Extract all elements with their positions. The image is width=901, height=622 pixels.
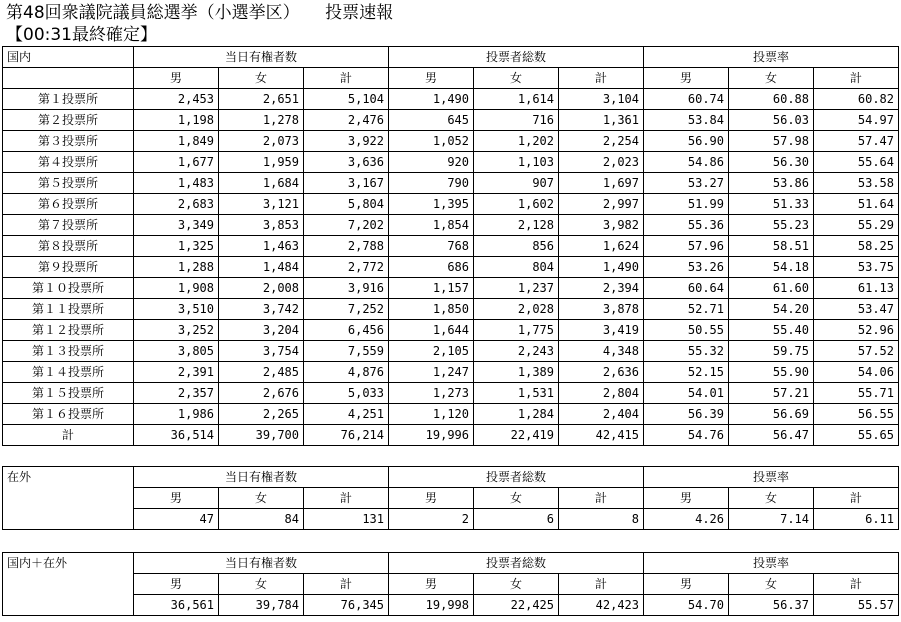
header-total: 計 [304, 68, 389, 89]
cell-value: 36,561 [134, 595, 219, 616]
cell-value: 22,425 [474, 595, 559, 616]
header-blank [3, 68, 134, 89]
cell-value: 55.65 [814, 425, 899, 446]
cell-value: 3,349 [134, 215, 219, 236]
cell-value: 55.64 [814, 152, 899, 173]
cell-value: 56.55 [814, 404, 899, 425]
cell-value: 1,602 [474, 194, 559, 215]
cell-value: 1,278 [219, 110, 304, 131]
header-female: 女 [474, 68, 559, 89]
cell-value: 7,559 [304, 341, 389, 362]
cell-value: 3,104 [559, 89, 644, 110]
cell-value: 59.75 [729, 341, 814, 362]
table-row [3, 341, 899, 362]
cell-value: 60.88 [729, 89, 814, 110]
header-total: 計 [559, 488, 644, 509]
cell-value: 3,636 [304, 152, 389, 173]
cell-value: 2,804 [559, 383, 644, 404]
cell-value: 1,484 [219, 257, 304, 278]
header-female: 女 [474, 574, 559, 595]
cell-value: 1,120 [389, 404, 474, 425]
cell-value: 57.47 [814, 131, 899, 152]
cell-value: 19,996 [389, 425, 474, 446]
cell-value: 55.29 [814, 215, 899, 236]
cell-value: 645 [389, 110, 474, 131]
cell-value: 1,849 [134, 131, 219, 152]
cell-value: 55.36 [644, 215, 729, 236]
cell-value: 920 [389, 152, 474, 173]
cell-value: 50.55 [644, 320, 729, 341]
cell-value: 36,514 [134, 425, 219, 446]
cell-value: 768 [389, 236, 474, 257]
header-total: 計 [814, 574, 899, 595]
cell-value: 2,008 [219, 278, 304, 299]
cell-value: 1,284 [474, 404, 559, 425]
cell-value: 3,805 [134, 341, 219, 362]
cell-value: 55.57 [814, 595, 899, 616]
cell-value: 2 [389, 509, 474, 530]
cell-value: 84 [219, 509, 304, 530]
table-row [3, 278, 899, 299]
cell-value: 61.13 [814, 278, 899, 299]
cell-value: 51.99 [644, 194, 729, 215]
cell-value: 1,697 [559, 173, 644, 194]
table-row [3, 215, 899, 236]
header-male: 男 [134, 488, 219, 509]
cell-value: 1,157 [389, 278, 474, 299]
header-male: 男 [389, 488, 474, 509]
cell-value: 2,128 [474, 215, 559, 236]
cell-value: 1,644 [389, 320, 474, 341]
cell-value: 53.75 [814, 257, 899, 278]
page-title: 第48回衆議院議員総選挙（小選挙区） 投票速報 [6, 3, 394, 23]
cell-value: 57.98 [729, 131, 814, 152]
cell-value: 2,476 [304, 110, 389, 131]
cell-value: 56.03 [729, 110, 814, 131]
cell-value: 1,395 [389, 194, 474, 215]
table-row [3, 299, 899, 320]
cell-value: 76,345 [304, 595, 389, 616]
cell-value: 60.64 [644, 278, 729, 299]
cell-value: 3,121 [219, 194, 304, 215]
cell-value: 1,361 [559, 110, 644, 131]
cell-value: 1,288 [134, 257, 219, 278]
polling-station-name: 第７投票所 [3, 215, 134, 236]
polling-station-name: 第１投票所 [3, 89, 134, 110]
table-row [3, 320, 899, 341]
cell-value: 56.47 [729, 425, 814, 446]
polling-station-name: 第４投票所 [3, 152, 134, 173]
cell-value: 53.26 [644, 257, 729, 278]
cell-value: 4,348 [559, 341, 644, 362]
cell-value: 57.52 [814, 341, 899, 362]
polling-station-name: 第１２投票所 [3, 320, 134, 341]
cell-value: 52.71 [644, 299, 729, 320]
cell-value: 19,998 [389, 595, 474, 616]
polling-station-name: 第５投票所 [3, 173, 134, 194]
cell-value: 56.90 [644, 131, 729, 152]
cell-value: 54.70 [644, 595, 729, 616]
header-total: 計 [304, 488, 389, 509]
cell-value: 54.06 [814, 362, 899, 383]
header-row-groups [3, 47, 899, 68]
cell-value: 1,103 [474, 152, 559, 173]
cell-value: 907 [474, 173, 559, 194]
cell-value: 47 [134, 509, 219, 530]
combined-table [2, 552, 899, 616]
domestic-table [2, 46, 899, 446]
cell-value: 2,254 [559, 131, 644, 152]
cell-value: 56.39 [644, 404, 729, 425]
header-turnout-rate: 投票率 [644, 553, 899, 574]
cell-value: 6,456 [304, 320, 389, 341]
cell-value: 3,878 [559, 299, 644, 320]
cell-value: 54.76 [644, 425, 729, 446]
header-male: 男 [644, 574, 729, 595]
cell-value: 1,614 [474, 89, 559, 110]
cell-value: 3,419 [559, 320, 644, 341]
table-row [3, 173, 899, 194]
cell-value: 3,853 [219, 215, 304, 236]
header-total-voters: 投票者総数 [389, 467, 644, 488]
cell-value: 52.96 [814, 320, 899, 341]
cell-value: 57.21 [729, 383, 814, 404]
cell-value: 3,252 [134, 320, 219, 341]
cell-value: 1,854 [389, 215, 474, 236]
cell-value: 2,265 [219, 404, 304, 425]
cell-value: 5,104 [304, 89, 389, 110]
cell-value: 2,028 [474, 299, 559, 320]
cell-value: 2,788 [304, 236, 389, 257]
cell-value: 1,490 [389, 89, 474, 110]
cell-value: 1,908 [134, 278, 219, 299]
header-total: 計 [559, 574, 644, 595]
cell-value: 856 [474, 236, 559, 257]
cell-value: 54.20 [729, 299, 814, 320]
table-row [3, 110, 899, 131]
cell-value: 1,531 [474, 383, 559, 404]
cell-value: 42,423 [559, 595, 644, 616]
cell-value: 2,404 [559, 404, 644, 425]
cell-value: 1,775 [474, 320, 559, 341]
header-male: 男 [134, 68, 219, 89]
header-eligible-voters: 当日有権者数 [134, 553, 389, 574]
cell-value: 2,073 [219, 131, 304, 152]
cell-value: 42,415 [559, 425, 644, 446]
cell-value: 4,251 [304, 404, 389, 425]
polling-station-name: 第１５投票所 [3, 383, 134, 404]
polling-station-name: 第１１投票所 [3, 299, 134, 320]
cell-value: 1,684 [219, 173, 304, 194]
cell-value: 76,214 [304, 425, 389, 446]
cell-value: 22,419 [474, 425, 559, 446]
cell-value: 53.47 [814, 299, 899, 320]
cell-value: 53.84 [644, 110, 729, 131]
cell-value: 58.25 [814, 236, 899, 257]
polling-station-name: 第３投票所 [3, 131, 134, 152]
cell-value: 686 [389, 257, 474, 278]
header-female: 女 [729, 574, 814, 595]
cell-value: 2,997 [559, 194, 644, 215]
table-row [3, 362, 899, 383]
total-row [3, 425, 899, 446]
cell-value: 4.26 [644, 509, 729, 530]
cell-value: 1,237 [474, 278, 559, 299]
overseas-table [2, 466, 899, 530]
header-total: 計 [814, 68, 899, 89]
cell-value: 2,453 [134, 89, 219, 110]
cell-value: 131 [304, 509, 389, 530]
cell-value: 2,683 [134, 194, 219, 215]
cell-value: 53.27 [644, 173, 729, 194]
cell-value: 7,202 [304, 215, 389, 236]
cell-value: 2,357 [134, 383, 219, 404]
table-row [3, 404, 899, 425]
header-total: 計 [814, 488, 899, 509]
table-row [3, 595, 899, 616]
cell-value: 3,510 [134, 299, 219, 320]
cell-value: 60.74 [644, 89, 729, 110]
header-female: 女 [219, 574, 304, 595]
cell-value: 2,391 [134, 362, 219, 383]
cell-value: 3,204 [219, 320, 304, 341]
header-row-genders [3, 574, 899, 595]
cell-value: 5,804 [304, 194, 389, 215]
header-turnout-rate: 投票率 [644, 47, 899, 68]
header-total: 計 [304, 574, 389, 595]
header-male: 男 [389, 68, 474, 89]
header-total: 計 [559, 68, 644, 89]
header-eligible-voters: 当日有権者数 [134, 47, 389, 68]
polling-station-name: 第９投票所 [3, 257, 134, 278]
table-row [3, 257, 899, 278]
cell-value: 51.64 [814, 194, 899, 215]
status-subtitle: 【00:31最終確定】 [6, 25, 157, 45]
header-male: 男 [389, 574, 474, 595]
cell-value: 61.60 [729, 278, 814, 299]
cell-value: 1,389 [474, 362, 559, 383]
polling-station-name: 第１３投票所 [3, 341, 134, 362]
cell-value: 6 [474, 509, 559, 530]
cell-value: 55.40 [729, 320, 814, 341]
header-male: 男 [644, 488, 729, 509]
cell-value: 2,676 [219, 383, 304, 404]
polling-station-name: 第８投票所 [3, 236, 134, 257]
cell-value: 7.14 [729, 509, 814, 530]
cell-value: 8 [559, 509, 644, 530]
cell-value: 53.58 [814, 173, 899, 194]
cell-value: 4,876 [304, 362, 389, 383]
table-row [3, 131, 899, 152]
section-label: 国内 [3, 47, 134, 68]
cell-value: 1,202 [474, 131, 559, 152]
section-label: 在外 [3, 467, 134, 530]
cell-value: 1,986 [134, 404, 219, 425]
cell-value: 1,850 [389, 299, 474, 320]
header-total-voters: 投票者総数 [389, 47, 644, 68]
cell-value: 2,651 [219, 89, 304, 110]
header-female: 女 [219, 68, 304, 89]
cell-value: 1,490 [559, 257, 644, 278]
cell-value: 39,784 [219, 595, 304, 616]
polling-station-name: 第１０投票所 [3, 278, 134, 299]
cell-value: 55.71 [814, 383, 899, 404]
header-row-genders [3, 488, 899, 509]
header-row-groups [3, 553, 899, 574]
cell-value: 1,198 [134, 110, 219, 131]
cell-value: 55.23 [729, 215, 814, 236]
table-row [3, 194, 899, 215]
cell-value: 1,624 [559, 236, 644, 257]
table-row [3, 509, 899, 530]
cell-value: 60.82 [814, 89, 899, 110]
cell-value: 3,742 [219, 299, 304, 320]
cell-value: 55.32 [644, 341, 729, 362]
table-row [3, 236, 899, 257]
cell-value: 51.33 [729, 194, 814, 215]
header-row-genders [3, 68, 899, 89]
cell-value: 56.69 [729, 404, 814, 425]
cell-value: 2,485 [219, 362, 304, 383]
cell-value: 54.97 [814, 110, 899, 131]
cell-value: 790 [389, 173, 474, 194]
polling-station-name: 第１６投票所 [3, 404, 134, 425]
cell-value: 54.01 [644, 383, 729, 404]
header-total-voters: 投票者総数 [389, 553, 644, 574]
cell-value: 1,463 [219, 236, 304, 257]
header-male: 男 [644, 68, 729, 89]
header-male: 男 [134, 574, 219, 595]
cell-value: 2,243 [474, 341, 559, 362]
cell-value: 3,982 [559, 215, 644, 236]
cell-value: 3,754 [219, 341, 304, 362]
cell-value: 2,105 [389, 341, 474, 362]
cell-value: 2,772 [304, 257, 389, 278]
header-female: 女 [729, 68, 814, 89]
header-female: 女 [729, 488, 814, 509]
header-eligible-voters: 当日有権者数 [134, 467, 389, 488]
header-row-groups [3, 467, 899, 488]
cell-value: 5,033 [304, 383, 389, 404]
header-turnout-rate: 投票率 [644, 467, 899, 488]
cell-value: 54.86 [644, 152, 729, 173]
cell-value: 52.15 [644, 362, 729, 383]
cell-value: 58.51 [729, 236, 814, 257]
cell-value: 55.90 [729, 362, 814, 383]
cell-value: 2,023 [559, 152, 644, 173]
cell-value: 3,167 [304, 173, 389, 194]
cell-value: 1,483 [134, 173, 219, 194]
header-female: 女 [219, 488, 304, 509]
table-row [3, 383, 899, 404]
cell-value: 54.18 [729, 257, 814, 278]
cell-value: 56.37 [729, 595, 814, 616]
header-female: 女 [474, 488, 559, 509]
cell-value: 716 [474, 110, 559, 131]
table-row [3, 152, 899, 173]
cell-value: 6.11 [814, 509, 899, 530]
cell-value: 1,273 [389, 383, 474, 404]
polling-station-name: 第２投票所 [3, 110, 134, 131]
cell-value: 1,959 [219, 152, 304, 173]
polling-station-name: 第１４投票所 [3, 362, 134, 383]
polling-station-name: 第６投票所 [3, 194, 134, 215]
cell-value: 1,677 [134, 152, 219, 173]
cell-value: 1,052 [389, 131, 474, 152]
cell-value: 1,325 [134, 236, 219, 257]
cell-value: 804 [474, 257, 559, 278]
cell-value: 57.96 [644, 236, 729, 257]
cell-value: 53.86 [729, 173, 814, 194]
cell-value: 39,700 [219, 425, 304, 446]
cell-value: 56.30 [729, 152, 814, 173]
cell-value: 3,922 [304, 131, 389, 152]
section-label: 国内＋在外 [3, 553, 134, 616]
cell-value: 3,916 [304, 278, 389, 299]
cell-value: 1,247 [389, 362, 474, 383]
cell-value: 2,394 [559, 278, 644, 299]
table-row [3, 89, 899, 110]
cell-value: 7,252 [304, 299, 389, 320]
cell-value: 2,636 [559, 362, 644, 383]
polling-station-name: 計 [3, 425, 134, 446]
